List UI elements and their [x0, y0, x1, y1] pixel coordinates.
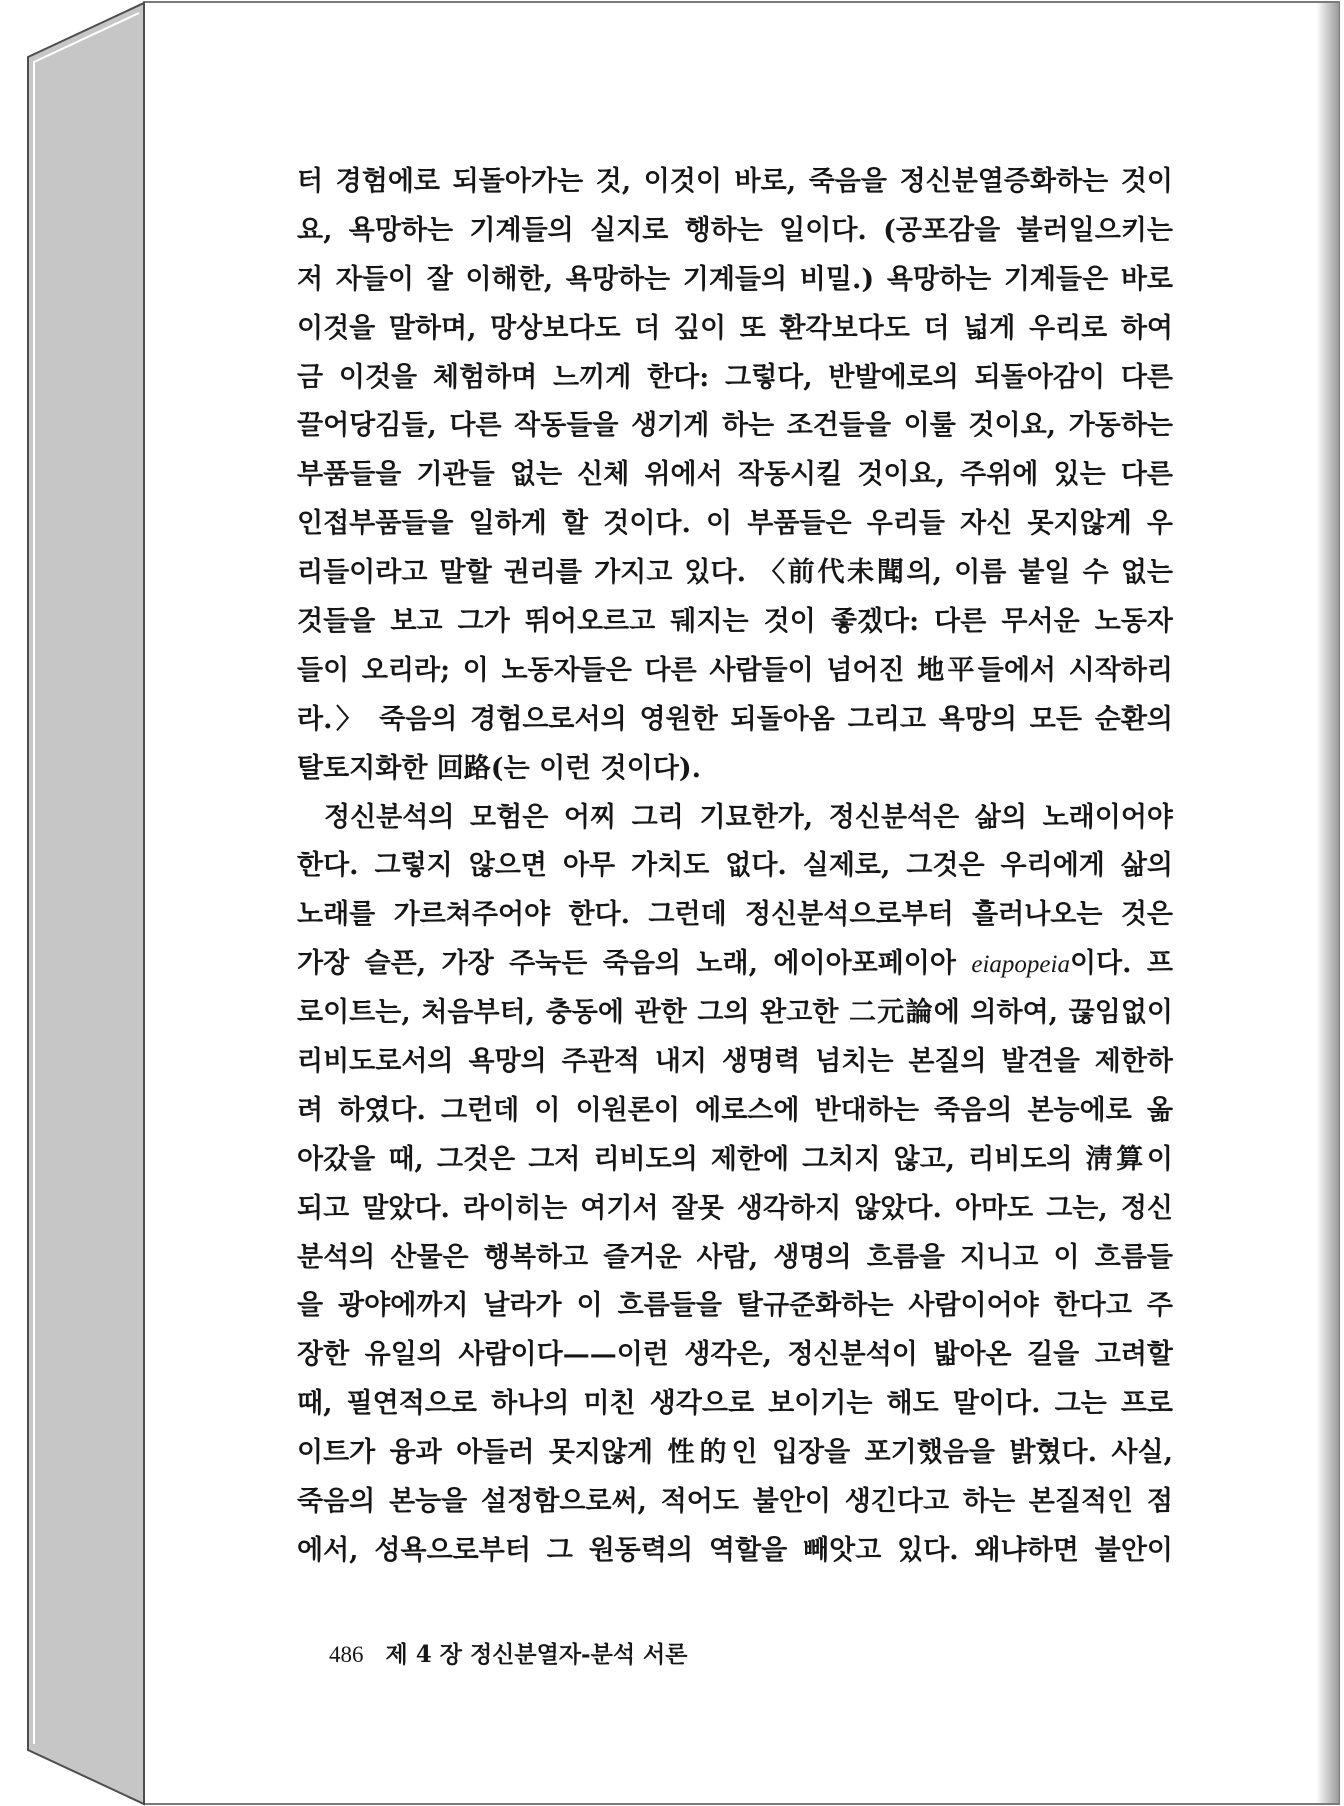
text-line: 을 광야에까지 날라가 이 흐름들을 탈규준화하는 사람이어야 한다고 주	[297, 1290, 1173, 1322]
text-line: 탈토지화한 回路(는 이런 것이다).	[297, 752, 702, 784]
text-line: 이것을 말하며, 망상보다도 더 깊이 또 환각보다도 더 넓게 우리로 하여	[297, 312, 1173, 344]
text-line: 터 경험에로 되돌아가는 것, 이것이 바로, 죽음을 정신분열증화하는 것이	[297, 166, 1173, 197]
text-line: 인접부품들을 일하게 할 것이다. 이 부품들은 우리들 자신 못지않게 우	[297, 508, 1173, 540]
page-edge-shadow	[1316, 3, 1339, 1803]
text-line: 로이트는, 처음부터, 충동에 관한 그의 완고한 二元論에 의하여, 끊임없이	[297, 997, 1173, 1029]
text-line: 때, 필연적으로 하나의 미친 생각으로 보이기는 해도 말이다. 그는 프로	[297, 1388, 1173, 1420]
running-head: 제 4 장 정신분열자-분석 서론	[385, 1641, 688, 1668]
page-footer	[329, 1640, 687, 1670]
text-line: 저 자들이 잘 이해한, 욕망하는 기계들의 비밀.) 욕망하는 기계들은 바로	[297, 263, 1173, 295]
italic-term: eiapopeia	[971, 951, 1070, 979]
text-line: 끌어당김들, 다른 작동들을 생기게 하는 조건들을 이룰 것이요, 가동하는	[297, 410, 1173, 442]
text-line: 죽음의 본능을 설정함으로써, 적어도 불안이 생긴다고 하는 본질적인 점	[297, 1486, 1173, 1518]
text-segment: 가장 슬픈, 가장 주눅든 죽음의 노래, 에이아포페이아	[297, 948, 972, 980]
text-line: 에서, 성욕으로부터 그 원동력의 역할을 빼앗고 있다. 왜냐하면 불안이	[297, 1534, 1173, 1566]
text-line: 금 이것을 체험하며 느끼게 한다: 그렇다, 반발에로의 되돌아감이 다른	[297, 361, 1173, 393]
text-line: 되고 말았다. 라이히는 여기서 잘못 생각하지 않았다. 아마도 그는, 정신	[297, 1192, 1173, 1224]
text-line: 장한 유일의 사람이다——이런 생각은, 정신분석이 밟아온 길을 고려할	[297, 1339, 1173, 1371]
text-line: 분석의 산물은 행복하고 즐거운 사람, 생명의 흐름을 지니고 이 흐름들	[297, 1241, 1173, 1273]
text-line: 노래를 가르쳐주어야 한다. 그런데 정신분석으로부터 흘러나오는 것은	[297, 899, 1173, 931]
text-line: 한다. 그렇지 않으면 아무 가치도 없다. 실제로, 그것은 우리에게 삶의	[297, 850, 1173, 882]
text-line: 것들을 보고 그가 뛰어오르고 뒈지는 것이 좋겠다: 다른 무서운 노동자	[297, 606, 1173, 638]
text-line: 리비도로서의 욕망의 주관적 내지 생명력 넘치는 본질의 발견을 제한하	[297, 1046, 1173, 1078]
page-number: 486	[329, 1642, 364, 1667]
page-body-text	[297, 158, 1173, 1576]
text-line: 부품들을 기관들 없는 신체 위에서 작동시킬 것이요, 주위에 있는 다른	[297, 459, 1173, 491]
text-segment: 이다. 프	[1069, 948, 1173, 980]
text-line: 아갔을 때, 그것은 그저 리비도의 제한에 그치지 않고, 리비도의 淸算이	[297, 1143, 1173, 1175]
text-line: 라.〉 죽음의 경험으로서의 영원한 되돌아옴 그리고 욕망의 모든 순환의	[297, 703, 1173, 735]
text-line	[297, 940, 1173, 989]
book-spine	[28, 3, 144, 1804]
text-line: 려 하였다. 그런데 이 이원론이 에로스에 반대하는 죽음의 본능에로 옮	[297, 1094, 1173, 1126]
text-line: 정신분석의 모험은 어찌 그리 기묘한가, 정신분석은 삶의 노래이어야	[324, 801, 1173, 833]
text-line: 리들이라고 말할 권리를 가지고 있다. 〈前代未聞의, 이름 붙일 수 없는	[297, 557, 1173, 589]
text-line: 이트가 융과 아들러 못지않게 性的인 입장을 포기했음을 밝혔다. 사실,	[297, 1437, 1173, 1469]
paragraph	[297, 158, 1173, 794]
text-line: 요, 욕망하는 기계들의 실지로 행하는 일이다. (공포감을 불러일으키는	[297, 214, 1173, 246]
paragraph	[297, 794, 1173, 1576]
text-line: 들이 오리라; 이 노동자들은 다른 사람들이 넘어진 地平들에서 시작하리	[297, 654, 1173, 686]
